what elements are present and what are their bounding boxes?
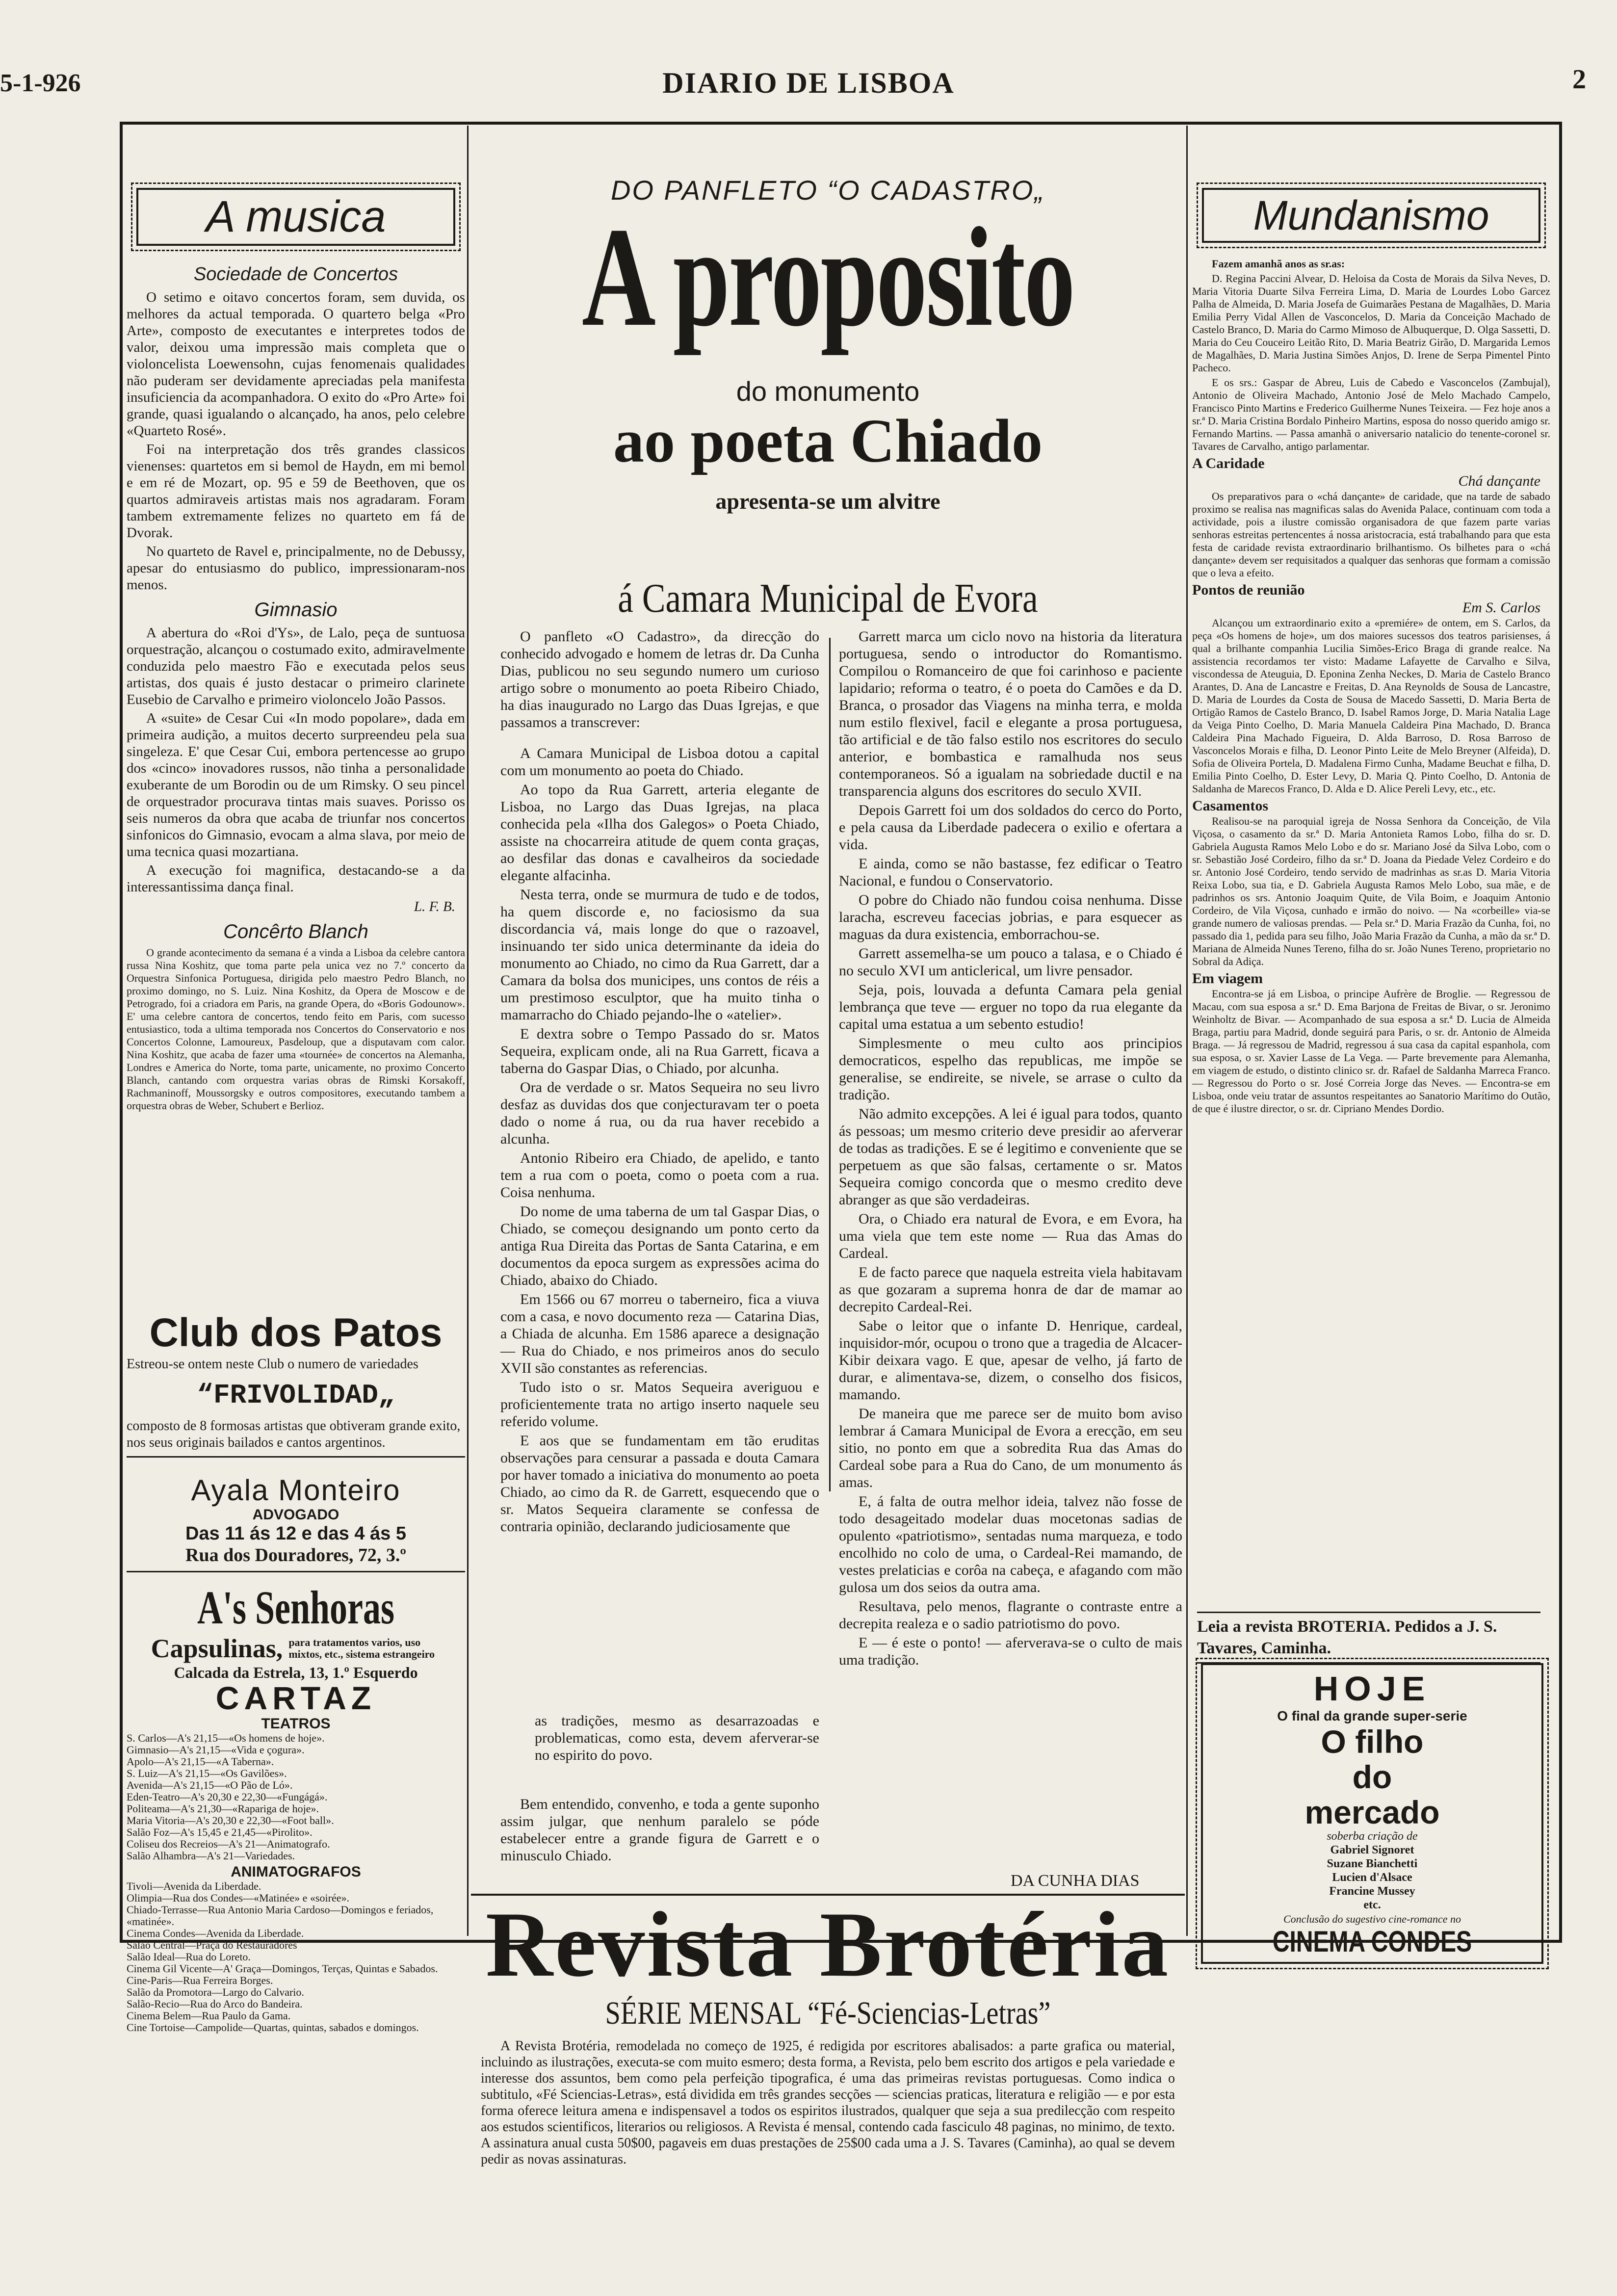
broteria-ad bbox=[471, 1894, 1185, 2167]
cast-member: etc. bbox=[1363, 1899, 1381, 1911]
hoje-cinema: CINEMA CONDES bbox=[1272, 1925, 1472, 1958]
hoje-film-title-3: mercado bbox=[1304, 1794, 1440, 1830]
broteria-body: A Revista Brotéria, remodelada no começo de 1925, é redigida por escritores abalisados: a parte grafica ou material, incluindo as ilustrações, executa-se com muito esmero; desta forma, a Revista, pelo bem escrito dos artigos e pela variedade e interesse dos assuntos, bem como pela perfeição tipografica, é uma das primeiras revistas portuguesas. Como indica o subtitulo, «Fé Sciencias-Letras», está dividida em três grandes secções — sciencias praticas, literatura e religião — e por esta forma oferece leitura amena e indispensavel a todos os espiritos ilustrados, qualquer que seja a sua predilecção com respeito aos estudos scientificos, literarios ou religiosos. A Revista é mensal, contendo cada fasciculo 48 paginas, no minimo, de texto. A assinatura anual custa 50$00, pagaveis em duas prestações de 25$00 cada uma a J. S. Tavares (Caminha), ao qual se devem pedir as novas assinaturas. bbox=[481, 2038, 1175, 2167]
teatro-listing: Gimnasio—A's 21,15—«Vida e çogura». bbox=[127, 1744, 305, 1756]
article-column-2 bbox=[839, 628, 1182, 1670]
teatro-listing: Avenida—A's 21,15—«O Pão de Ló». bbox=[127, 1779, 293, 1791]
article-paragraph: Nesta terra, onde se murmura de tudo e de todos, ha quem discorde e, no faciosismo da sua discordancia vá, mais longe do que o razoavel, insinuando ter sido unica determinante da ideia do monumento ao Chiado, no cimo da Rua Garrett, dar a Camara da bolsa dos municipes, uns contos de réis a um prestimoso esculptor, que ha muito tinha o mamarracho do Chiado pejando-lhe o «atelier». bbox=[500, 887, 819, 1023]
club-show: “FRIVOLIDAD„ bbox=[197, 1380, 395, 1411]
article-subheadline-2: ao poeta Chiado bbox=[613, 407, 1043, 475]
hoje-conclusion: Conclusão do sugestivo cine-romance no bbox=[1283, 1913, 1461, 1925]
ayala-profession: ADVOGADO bbox=[252, 1507, 339, 1523]
article-column-1 bbox=[500, 628, 819, 1537]
article-paragraph: Resultava, pelo menos, flagrante o contraste entre a decrepita realeza e o sadio patriotismo do povo. bbox=[839, 1598, 1182, 1632]
mundanismo-paragraph: Realisou-se na paroquial igreja de Nossa Senhora da Conceição, de Vila Viçosa, o casamento da sr.ª D. Maria Antonieta Ramos Lobo, filha do sr. D. Gabriela Augusta Ramos Melo Lobo e do sr. Mariano José da Silva Lobo, com o sr. Sebastião José Cordeiro, filho da sr.ª D. Joana da Piedade Velez Cordeiro e do sr. Antonio José Cordeiro, tendo servido de madrinhas as sr.as D. Maria Vitoria Reixa Lobo, sua tia, e D. Gabriela Augusta Ramos Melo Lobo, sua mãe, e de padrinhos os srs. Antonio Joaquim Quite, de Vila Boim, e Joaquim Antonio Cordeiro, de Vila Viçosa, cunhado e irmão do noivo. — Na «corbeille» via-se grande numero de valiosas prendas. — Pela sr.ª D. Maria Frazão da Cunha, foi, no passado dia 1, pedida para seu filho, João Maria Frazão da Cunha, a mão da sr.ª D. Mariana de Almeida Nunes Tereno, filha do sr. João Nunes Tereno, proprietario no Sobral da Adiça. bbox=[1192, 815, 1550, 967]
article-subheadline-3: apresenta-se um alvitre bbox=[715, 489, 940, 514]
column-rule-left bbox=[467, 126, 469, 1936]
teatro-listing: S. Luiz—A's 21,15—«Os Gavilões». bbox=[127, 1767, 287, 1779]
ayala-name: Ayala Monteiro bbox=[191, 1474, 401, 1507]
article-paragraph: Não admito excepções. A lei é igual para todos, quanto ás pessoas; um mesmo criterio deve presidir ao aferverar de todas as tradições. E se é legitimo e conveniente que se perpetuem as que são falsas, certamente o sr. Matos Sequeira comigo concorda que o mesmo credito deve abranger as que são verdadeiras. bbox=[839, 1106, 1182, 1208]
teatro-listing: Politeama—A's 21,30—«Rapariga de hoje». bbox=[127, 1802, 319, 1815]
article-kicker: DO PANFLETO “O CADASTRO„ bbox=[610, 175, 1045, 206]
musica-paragraph: O setimo e oitavo concertos foram, sem duvida, os melhores da actual temporada. O quartето belga «Pro Arte», composto de executantes e interpretes todos de valor, deixou uma impressão mais completa que o violoncelista Loewensohn, cujas fenomenais qualidades não puderam ser devidamente apreciadas pela manifesta insuficiencia da acompanhadora. O exito do «Pro Arte» foi grande, quasi igualando o alcançado, ha anos, pelo celebre «Quarteto Rosé». bbox=[127, 289, 465, 439]
mundanismo-section bbox=[1192, 179, 1550, 1117]
article-paragraph: Em 1566 ou 67 morreu o taberneiro, fica a viuva com a casa, e novo documento reza — Catarina Dias, a Chiada de alcunha. Em 1586 aparece a designação — Rua do Chiado, e nos primeiros anos do seculo XVII são constantes as referencias. bbox=[500, 1291, 819, 1376]
ayala-hours: Das 11 ás 12 e das 4 ás 5 bbox=[185, 1523, 407, 1544]
cast-member: Gabriel Signoret bbox=[1330, 1844, 1414, 1856]
article-paragraph: E ainda, como se não bastasse, fez edificar o Teatro Nacional, e fundou o Conservatorio. bbox=[839, 856, 1182, 889]
musica-signature: L. F. B. bbox=[414, 899, 455, 914]
caridade-title: A Caridade bbox=[1192, 455, 1265, 471]
article-paragraph: Garrett assemelha-se um pouco a talasa, e o Chiado é no seculo XVI um anticlerical, um livre pensador. bbox=[839, 945, 1182, 979]
cast-member: Suzane Bianchetti bbox=[1327, 1857, 1418, 1870]
musica-paragraph: A abertura do «Roi d'Ys», de Lalo, peça de suntuosa orquestração, alcançou o costumado exito, admiravelmente conduzida pelo maestro Fão e executada pelos seus artistas, dos quais é justo destacar o primeiro clarinete Eusebio de Carvalho e primeiro violoncelo João Passos. bbox=[127, 625, 465, 707]
caridade-subtitle: Chá dançante bbox=[1458, 473, 1540, 489]
senhoras-address: Calcada da Estrela, 13, 1.º Esquerdo bbox=[174, 1664, 418, 1681]
teatro-listing: Apolo—A's 21,15—«A Taberna». bbox=[127, 1755, 274, 1768]
cartaz-section bbox=[127, 1680, 465, 2034]
hoje-film-title-2: do bbox=[1352, 1759, 1392, 1795]
article-paragraph: E, á falta de outra melhor ideia, talvez não fosse de todo desageitado modelar duas mocetonas sadias de opulento «patriotismo», sentadas numa marqueza, e todo encolhido no colo de uma, o Cardeal-Rei mamando, de vestes prelaticias e corôa na cabeça, e afagando com mão gulosa um dos seios da outra ama. bbox=[839, 1493, 1182, 1595]
mundanismo-paragraph: D. Regina Paccini Alvear, D. Heloisa da Costa de Morais da Silva Neves, D. Maria Vitoria Duarte Silva Ferreira Lima, D. Maria de Lourdes Lobo Garcez Palha de Almeida, D. Maria Josefa de Guimarães Pestana de Magalhães, D. Maria Emilia Perry Vidal Allen de Vasconcelos, D. Maria da Conceição Machado de Castelo Branco, D. Maria do Carmo Mimoso de Albuquerque, D. Olga Sassetti, D. Maria do Ceu Couceiro Leitão Rito, D. Maria Beatriz Girão, D. Margarida Lemos de Magalhães, D. Maria Justina Simões Anjos, D. Irene de Serpa Pimentel Pinto Pacheco. bbox=[1192, 272, 1550, 374]
reuniao-subtitle: Em S. Carlos bbox=[1462, 600, 1540, 616]
musica-paragraph: No quarteto de Ravel e, principalmente, no de Debussy, apesar do entusiasmo do publico, impressionaram-nos menos. bbox=[127, 544, 465, 593]
column-rule-right bbox=[1186, 126, 1188, 1936]
hoje-creation: soberba criação de bbox=[1327, 1830, 1418, 1843]
hoje-subtitle: O final da grande super-serie bbox=[1277, 1708, 1467, 1723]
cast-member: Francine Mussey bbox=[1329, 1885, 1415, 1898]
musica-blanch-title: Concêrto Blanch bbox=[223, 921, 368, 942]
article-paragraph: E — é este o ponto! — aferverava-se o culto de mais uma tradição. bbox=[839, 1635, 1182, 1668]
article-paragraph: Antonio Ribeiro era Chiado, de apelido, e tanto tem a rua com o poeta, como o poeta com a rua. Coisa nenhuma. bbox=[500, 1150, 819, 1200]
animatografo-listing: Cinema Belem—Rua Paulo da Gama. bbox=[127, 2009, 291, 2022]
cast-member: Lucien d'Alsace bbox=[1332, 1871, 1412, 1884]
header-date: 5-1-926 bbox=[0, 69, 81, 97]
ayala-ad bbox=[127, 1474, 465, 1577]
mundanismo-paragraph: Alcançou um extraordinario exito a «premiére» de ontem, em S. Carlos, da peça «Os homens de hoje», um dos maiores sucessos dos teatros parisienses, á qual a brilhante companhia Lucilia Simões-Erico Braga di grande realce. Na assistencia recordamos ter visto: Madame Lafayette de Carvalho e Silva, viscondessa de Ateuguia, D. Eponina Zenha Neckes, D. Maria de Castelo Branco Arantes, D. Ana de Lancastre e Freitas, D. Ana Reynolds de Sousa de Lancastre, D. Maria de Lourdes da Costa de Sousa de Macedo Sassetti, D. Maria Berta de Ortigão Ramos de Castelo Branco, D. Isabel Ramos Jorge, D. Maria Natalia Lage da Veiga Pinto Coelho, D. Maria Manuela Caldeira Pina Machado, D. Branca Caldeira Pina Machado Figueira, D. Alda Barroso, D. Rosa Barroso de Vasconcelos Morais e filha, D. Leonor Pinto Leite de Melo Breyner (Alfeida), D. Sofia de Oliveira Portela, D. Madalena Firmo Cunha, Madame Beuchat e filha, D. Emilia Pinto Coelho, D. Ester Levy, D. Maria Q. Pinto Coelho, D. Antonia de Saldanha de Marecos Franco, D. Alda e D. Alice Pereli Levy, etc., etc. bbox=[1192, 617, 1550, 795]
animatografo-listing: Cinema Gil Vicente—A' Graça—Domingos, Terças, Quintas e Sabados. bbox=[127, 1962, 438, 1975]
article-paragraph: E de facto parece que naquela estreita viela habitavam as que gozaram a suprema honra de dar de mamar ao decrepito Cardeal-Rei. bbox=[839, 1264, 1182, 1315]
article-paragraph: E aos que se fundamentam em tão eruditas observações para censurar a passada e douta Camara por haver tomado a iniciativa do monumento ao poeta Chiado, ao cimo da R. de Garrett, esquecendo que o sr. Matos Sequeira claramente se confessa de contraria opinião, declarando judiciosamente que bbox=[500, 1433, 819, 1535]
masthead: DIARIO DE LISBOA bbox=[662, 67, 955, 99]
hoje-cast-list bbox=[1203, 1843, 1541, 1912]
article-paragraph: Seja, pois, louvada a defunta Camara pela genial lembrança que teve — erguer no topo da rua elegante da capital uma estatua a um sebento estudio! bbox=[839, 982, 1182, 1032]
article-headline: A proposito bbox=[582, 198, 1074, 356]
casamentos-title: Casamentos bbox=[1192, 798, 1268, 814]
article-subheadline-4: á Camara Municipal de Evora bbox=[618, 575, 1038, 621]
article-paragraph: Depois Garrett foi um dos soldados do cerco do Porto, e pela causa da Liberdade padecera o exilio e ofertara a vida. bbox=[839, 802, 1182, 853]
teatro-listing: Eden-Teatro—A's 20,30 e 22,30—«Fungágá». bbox=[127, 1791, 328, 1803]
cartaz-title: CARTAZ bbox=[215, 1680, 376, 1716]
animatografo-listing: Cine Tortoise—Campolide—Quartas, quintas, sabados e domingos. bbox=[127, 2021, 419, 2034]
article-paragraph: E dextra sobre o Tempo Passado do sr. Matos Sequeira, explicam onde, ali na Rua Garrett, ficava a taberna do Gaspar Dias, o Chiado, por alcunha. bbox=[500, 1026, 819, 1076]
column-rule-middle bbox=[829, 638, 831, 1491]
viagem-title: Em viagem bbox=[1192, 970, 1263, 987]
mundanismo-anniv-intro: Fazem amanhã anos as sr.as: bbox=[1212, 258, 1345, 270]
article-paragraph: Do nome de uma taberna de um tal Gaspar Dias, o Chiado, se começou designando um ponto certo da antiga Rua Direita das Portas de Santa Catarina, e em documentos da epoca surgem as expressões acima do Chiado, abaixo do Chiado. bbox=[500, 1203, 819, 1288]
club-dos-patos-ad bbox=[127, 1310, 465, 1462]
article-paragraph: Garrett marca um ciclo novo na historia da literatura portuguesa, sendo o introductor do Romantismo. Compilou o Romanceiro de que foi carinhoso e paciente lapidario; reforma o teatro, é o poeta do Camões e da D. Branca, o prosador das Viagens na minha terra, e molda num estilo flexivel, facil e elegante a prosa portuguesa, tão artificial e de tão falso estilo nos escritores do seculo anterior, e bombastica e ramalhuda nos seus contemporaneos. Só a igualam na sobriedade ductil e na transparencia alguns dos escritores do seculo XVII. bbox=[839, 628, 1182, 799]
hoje-ad bbox=[1201, 1663, 1543, 1964]
animatografo-listing: Tivoli—Avenida da Liberdade. bbox=[127, 1880, 261, 1892]
musica-section bbox=[127, 179, 465, 1114]
animatografo-listing: Salão da Promotora—Largo do Calvario. bbox=[127, 1986, 304, 1998]
senhoras-ad bbox=[127, 1582, 465, 1682]
article-paragraph: De maneira que me parece ser de muito bom aviso lembrar á Camara Municipal de Evora a erecção, em seu sitio, no ponto em que a sobredita Rua das Amas do Cardeal sobe para a Rua do Cano, de um monumento ás amas. bbox=[839, 1406, 1182, 1490]
article-paragraph: Ora, o Chiado era natural de Evora, e em Evora, ha uma viela que tem este nome — Rua das Amas do Cardeal. bbox=[839, 1211, 1182, 1261]
page-number: 2 bbox=[1572, 64, 1586, 95]
musica-paragraph: A «suite» de Cesar Cui «In modo popolare», dada em primeira audição, a muitos decerto surpreendeu pela sua singeleza. E' que Cesar Cui, embora pertencesse ao grupo dos «cinco» inovadores russos, não tinha a personalidade exuberante de um Borodin ou de um Rimsky. O seu pincel de orquestrador procurava tintas mais suaves. Porisso os seis numeros da obra que acaba de triunfar nos concertos sinfonicos do Gimnasio, evocam a alma slava, por meio de uma tecnica quasi mozartiana. bbox=[127, 710, 465, 860]
senhoras-product-detail: para tratamentos varios, uso mixtos, etc., sistema estrangeiro bbox=[288, 1636, 435, 1660]
teatro-listing: S. Carlos—A's 21,15—«Os homens de hoje». bbox=[127, 1732, 325, 1744]
animatografo-listing: Cine-Paris—Rua Ferreira Borges. bbox=[127, 1974, 273, 1986]
mundanismo-paragraph: E os srs.: Gaspar de Abreu, Luis de Cabedo e Vasconcelos (Zambujal), Antonio de Oliveira Machado, Antonio José de Melo Machado Campelo, Francisco Pinto Martins e Frederico Guilherme Nunes Teixeira. — Fez hoje anos a sr.ª D. Maria Cristina Bordalo Pinheiro Martins, esposa do nosso querido amigo sr. Fernando Martins. — Passa amanhã o aniversario natalicio do tenente-coronel sr. Tavares de Carvalho, antigo parlamentar. bbox=[1192, 376, 1550, 452]
article-subheadline-1: do monumento bbox=[736, 376, 920, 407]
animatografo-listing: Salão-Recio—Rua do Arco do Bandeira. bbox=[127, 1998, 303, 2010]
article-paragraph: Tudo isto o sr. Matos Sequeira averiguou e proficientemente trata no artigo inserto naquele seu referido volume. bbox=[500, 1379, 819, 1430]
club-description: composto de 8 formosas artistas que obtiveram grande exito, nos seus originais bailados e cantos argentinos. bbox=[127, 1418, 461, 1450]
hoje-title: HOJE bbox=[1313, 1670, 1431, 1708]
article-paragraph: O panfleto «O Cadastro», da direcção do conhecido advogado e homem de letras dr. Da Cunha Dias, publicou no seu segundo numero um curioso artigo sobre o monumento ao poeta Ribeiro Chiado, ha dias inaugurado no Largo das Duas Igrejas, e que passamos a transcrever: bbox=[500, 628, 819, 731]
musica-gimnasio-title: Gimnasio bbox=[254, 599, 338, 621]
animatografo-listing: Cinema Condes—Avenida da Liberdade. bbox=[127, 1927, 304, 1939]
mundanismo-title: Mundanismo bbox=[1202, 188, 1540, 243]
teatro-listing: Salão Alhambra—A's 21—Variedades. bbox=[127, 1850, 295, 1862]
hoje-film-title-1: O filho bbox=[1321, 1723, 1424, 1760]
teatro-listing: Coliseu dos Recreios—A's 21—Animatografo. bbox=[127, 1838, 330, 1850]
article-paragraph: Sabe o leitor que o infante D. Henrique, cardeal, inquisidor-mór, ocupou o trono que a tragedia de Alcacer-Kibir deixara vago. E que, apesar de velho, já farto de durar, e alimentava-se, dizem, o conselho dos fisicos, mamando. bbox=[839, 1318, 1182, 1403]
musica-paragraph: A execução foi magnifica, destacando-se a da interessantissima dança final. bbox=[127, 862, 465, 895]
cartaz-animatografos-title: ANIMATOGRAFOS bbox=[231, 1864, 361, 1880]
article-quote: as tradições, mesmo as desarrazoadas e problematicas, como esta, devem aferverar-se no espirito do povo. bbox=[535, 1713, 819, 1763]
musica-title: A musica bbox=[136, 188, 455, 246]
article-closing: Bem entendido, convenho, e toda a gente suponho assim julgar, que nenhum paralelo se póde estabelecer entre a grande figura de Garrett e o minusculo Chiado. bbox=[500, 1796, 819, 1864]
article-paragraph: Ora de verdade o sr. Matos Sequeira no seu livro desfaz as duvidas dos que conjecturavam ter o poeta dado o nome á rua, ou da rua haver recebido a alcunha. bbox=[500, 1079, 819, 1147]
senhoras-title: A's Senhoras bbox=[197, 1581, 395, 1634]
article-paragraph: A Camara Municipal de Lisboa dotou a capital com um monumento ao poeta do Chiado. bbox=[500, 745, 819, 779]
senhoras-product: Capsulinas, bbox=[151, 1634, 283, 1663]
musica-blanch-paragraph: O grande acontecimento da semana é a vinda a Lisboa da celebre cantora russa Nina Koshitz, que toma parte pela unica vez no 7.º concerto da Orquestra Sinfonica Portuguesa, dirigida pelo maestro Pedro Blanch, no proximo domingo, no S. Luiz. Nina Koshitz, da Opera de Moscow e de Petrogrado, foi a criadora em Paris, na grande Opera, do «Boris Godounow». E' uma celebre cantora de concertos, tendo feito em Paris, com sucesso entusiastico, toda a ultima temporada nos Concertos do Conservatorio e nos Concertos Colonne, Lamoureux, Pasdeloup, que a disputavam com calor. Nina Koshitz, que acaba de fazer uma «tournée» de concertos na Alemanha, Londres e America do Norte, toma parte, unicamente, no proximo Concerto Blanch, cantando com orquestra varias obras de Rimski Korsakoff, Rachmaninoff, Moussorgsky e outros compositores, executando tambem a orquestra obras de Weber, Schubert e Berlioz. bbox=[127, 946, 465, 1112]
cartaz-teatros-title: TEATROS bbox=[261, 1716, 331, 1732]
animatografo-listing: Salão Central—Praça do Restauradores bbox=[127, 1939, 297, 1951]
mundanismo-paragraph: Encontra-se já em Lisboa, o principe Aufrère de Broglie. — Regressou de Macau, com sua esposa a sr.ª D. Ema Barjona de Freitas de Bivar, o sr. Jeronimo Weinholtz de Bivar. — Acompanhado de sua esposa a sr.ª D. Lucia de Almeida Braga, partiu para Madrid, donde seguirá para Paris, o sr. dr. Antonio de Almeida Braga. — Já regressou de Madrid, regressou á sua casa da capital espanhola, com sua esposa, o sr. Xavier Lasse de La Vega. — Parte brevemente para Alemanha, em viagem de estudo, o distinto clinico sr. dr. Rafael de Saldanha Marreca Franco. — Regressou do Porto o sr. José Correia Jorge das Neves. — Encontra-se em Lisboa, onde veiu tratar de assuntos respeitantes ao Sanatorio Marítimo do Outão, de que é ilustre director, o sr. dr. Cipriano Mendes Dordio. bbox=[1192, 988, 1550, 1115]
article-signature: DA CUNHA DIAS bbox=[1011, 1872, 1140, 1890]
musica-sociedade-title: Sociedade de Concertos bbox=[193, 264, 398, 285]
article-paragraph: Simplesmente o meu culto aos principios democraticos, espelho das republicas, me impõe se generalise, se endireite, se nivele, se arrase o culto da tradição. bbox=[839, 1035, 1182, 1103]
leia-broteria-notice: Leia a revista BROTERIA. Pedidos a J. S. Tavares, Caminha. bbox=[1197, 1612, 1540, 1664]
club-title: Club dos Patos bbox=[149, 1310, 443, 1355]
club-intro: Estreou-se ontem neste Club o numero de variedades bbox=[127, 1357, 418, 1372]
musica-paragraph: Foi na interpretação dos três grandes classicos vienenses: quartetos em si bemol de Haydn, em mi bemol e em ré de Mozart, op. 95 e 59 de Beethoven, que os quartos admiraveis artistas mais nos agradaram. Foram tambem extremamente felizes no quarteto em fá de Dvorak. bbox=[127, 442, 465, 541]
mundanismo-paragraph: Os preparativos para o «chá dançante» de caridade, que na tarde de sabado proximo se realisa nas magnificas salas do Avenida Palace, continuam com toda a actividade, pois a ilustre comissão organisadora de que fazem parte varias senhoras estreitas pertencentes á nossa aristocracia, está trabalhando para que esta festa de caridade revista extraordinario brilhantismo. Os bilhetes para o «chá dançante» devem ser requisitados a qualquer das senhoras que formam a comissão que o leva a efeito. bbox=[1192, 490, 1550, 579]
article-paragraph: O pobre do Chiado não fundou coisa nenhuma. Disse laracha, escreveu facecias jobrias, e para esquecer as maguas da dura existencia, emborrachou-se. bbox=[839, 892, 1182, 942]
animatografo-listing: Salão Ideal—Rua do Loreto. bbox=[127, 1951, 251, 1963]
animatografo-listing: Olimpia—Rua dos Condes—«Matinée» e «soirée». bbox=[127, 1892, 349, 1904]
ayala-address: Rua dos Douradores, 72, 3.º bbox=[185, 1545, 406, 1565]
reuniao-title: Pontos de reunião bbox=[1192, 582, 1305, 598]
teatro-listing: Salão Foz—A's 15,45 e 21,45—«Pirolito». bbox=[127, 1826, 313, 1838]
article-paragraph: Ao topo da Rua Garrett, arteria elegante de Lisboa, no Largo das Duas Igrejas, na placa conhecida pela «Ilha dos Galegos» o Poeta Chiado, assiste na chocarreira atitude de quem conta graças, ao desfilar das donas e cavalheiros da sociedade elegante alfacinha. bbox=[500, 782, 819, 884]
teatro-listing: Maria Vitoria—A's 20,30 e 22,30—«Foot ball». bbox=[127, 1814, 334, 1826]
broteria-title: Revista Brotéria bbox=[485, 1893, 1171, 1996]
teatros-list bbox=[127, 1732, 465, 1862]
broteria-subtitle: SÉRIE MENSAL “Fé-Sciencias-Letras” bbox=[605, 1995, 1051, 2031]
animatografo-listing: Chiado-Terrasse—Rua Antonio Maria Cardoso—Domingos e feriados, «matinée». bbox=[127, 1904, 434, 1928]
animatografos-list bbox=[127, 1880, 465, 2034]
